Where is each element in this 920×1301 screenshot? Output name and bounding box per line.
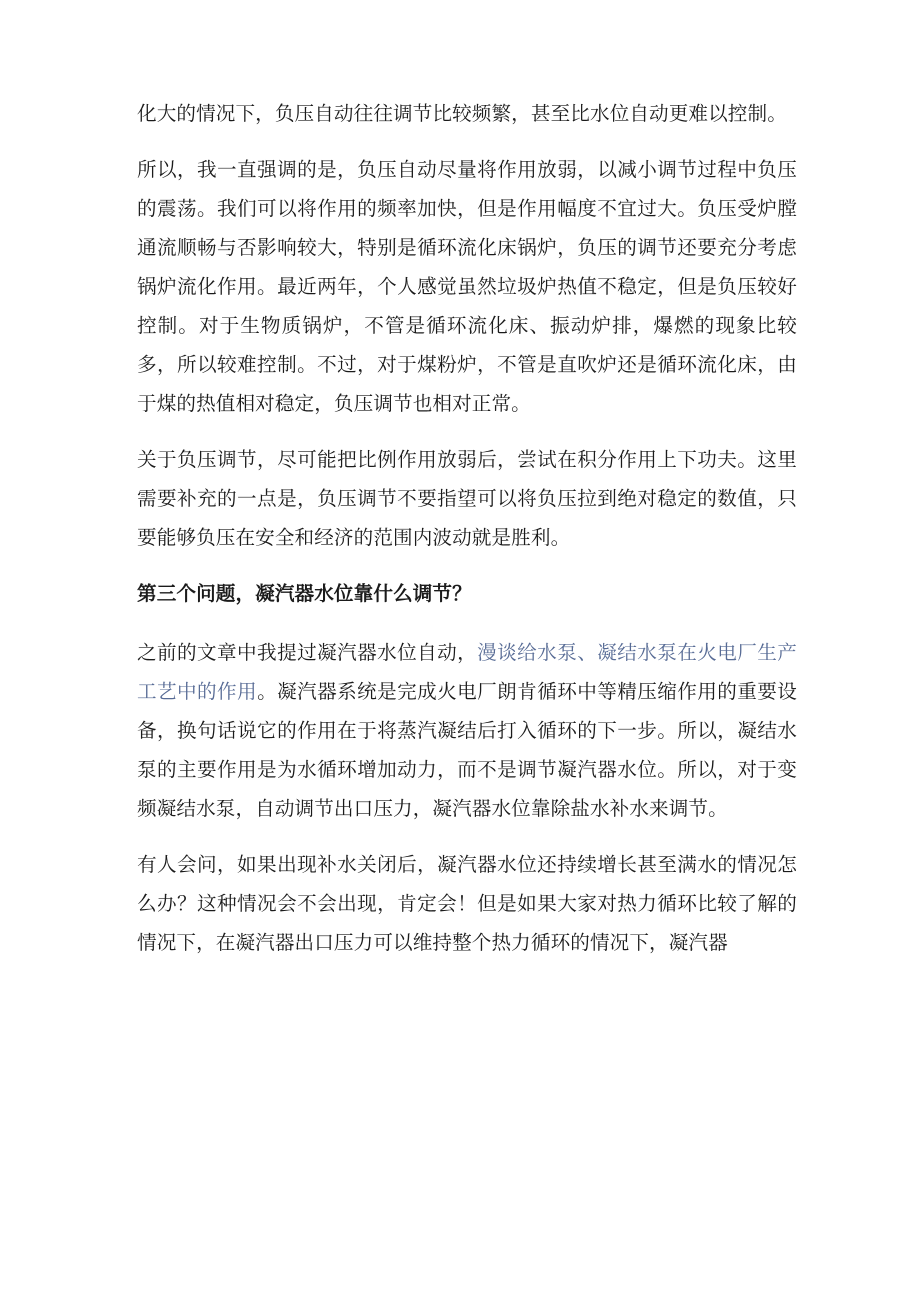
paragraph-2: 所以，我一直强调的是，负压自动尽量将作用放弱，以减小调节过程中负压的震荡。我们可以将作用的频率加快，但是作用幅度不宜过大。负压受炉膛通流顺畅与否影响较大，特别是循环流化床锅炉，负压的调节还要充分考虑锅炉流化作用。最近两年，个人感觉虽然垃圾炉热值不稳定，但是负压较好控制。对于生物质锅炉，不管是循环流化床、振动炉排，爆燃的现象比较多，所以较难控制。不过，对于煤粉炉，不管是直吹炉还是循环流化床，由于煤的热值相对稳定，负压调节也相对正常。 bbox=[137, 158, 797, 415]
article-link[interactable]: 漫谈给水泵、凝结水泵在火电厂生产工艺中的作用 bbox=[137, 641, 797, 703]
paragraph-with-link bbox=[137, 633, 797, 828]
paragraph-last: 有人会问，如果出现补水关闭后，凝汽器水位还持续增长甚至满水的情况怎么办？这种情况会不会出现，肯定会！但是如果大家对热力循环比较了解的情况下，在凝汽器出口压力可以维持整个热力循环的情况下，凝汽器 bbox=[137, 853, 797, 954]
article-body bbox=[137, 94, 797, 979]
paragraph-link-suffix: 。凝汽器系统是完成火电厂朗肯循环中等精压缩作用的重要设备，换句话说它的作用在于将蒸汽凝结后打入循环的下一步。所以，凝结水泵的主要作用是为水循环增加动力，而不是调节凝汽器水位。所以，对于变频凝结水泵，自动调节出口压力，凝汽器水位靠除盐水补水来调节。 bbox=[137, 680, 797, 820]
paragraph-link-prefix: 之前的文章中我提过凝汽器水位自动， bbox=[137, 641, 478, 664]
paragraph-1: 化大的情况下，负压自动往往调节比较频繁，甚至比水位自动更难以控制。 bbox=[137, 102, 787, 125]
section-heading: 第三个问题，凝汽器水位靠什么调节？ bbox=[137, 582, 472, 605]
paragraph-3: 关于负压调节，尽可能把比例作用放弱后，尝试在积分作用上下功夫。这里需要补充的一点是，负压调节不要指望可以将负压拉到绝对稳定的数值，只要能够负压在安全和经济的范围内波动就是胜利。 bbox=[137, 448, 797, 549]
